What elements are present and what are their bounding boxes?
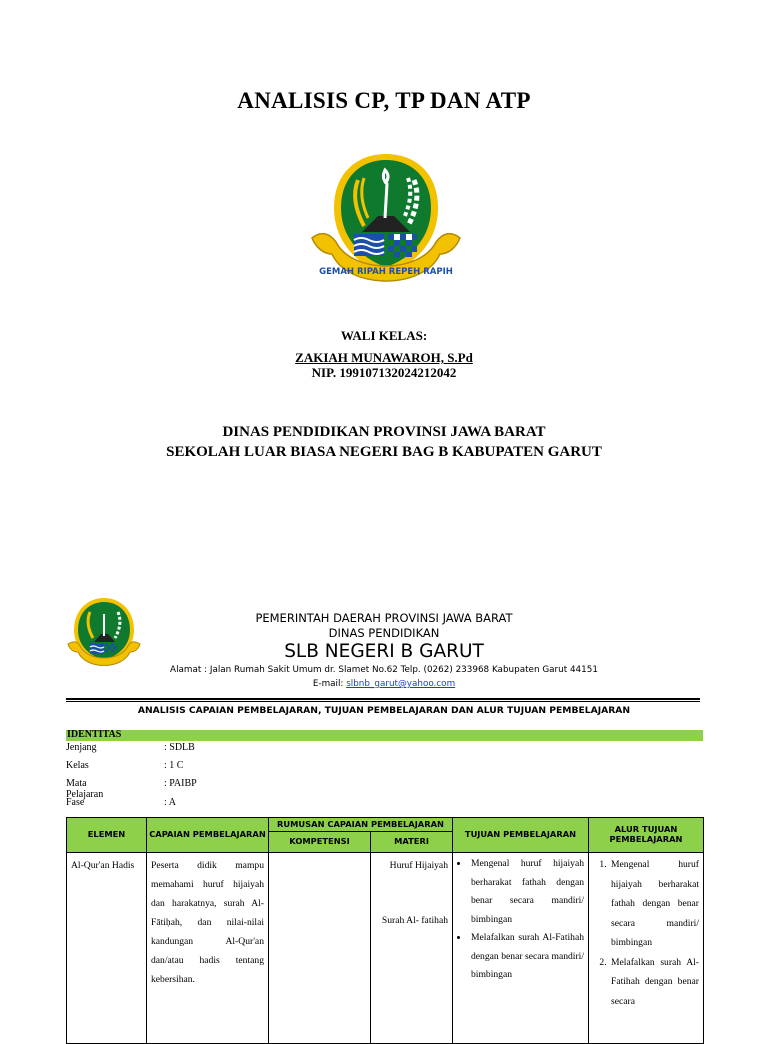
- header-capaian: CAPAIAN PEMBELAJARAN: [147, 818, 269, 853]
- letterhead-divider-thin: [66, 701, 700, 702]
- agency-line-2: SEKOLAH LUAR BIASA NEGERI BAG B KABUPATEN GARUT: [166, 444, 602, 460]
- materi-item: Surah Al- fatihah: [381, 915, 448, 926]
- header-tujuan: TUJUAN PEMBELAJARAN: [453, 818, 589, 853]
- header-rumusan: RUMUSAN CAPAIAN PEMBELAJARAN: [269, 818, 453, 832]
- cell-kompetensi: [269, 853, 371, 1044]
- page-title: ANALISIS CP, TP DAN ATP: [237, 88, 531, 113]
- identitas-key: Fase: [66, 797, 85, 808]
- letterhead-government: PEMERINTAH DAERAH PROVINSI JAWA BARAT: [255, 611, 513, 625]
- west-java-emblem-logo: [308, 150, 464, 308]
- identitas-key: Mata Pelajaran: [66, 778, 104, 800]
- header-elemen: ELEMEN: [67, 818, 147, 853]
- wali-kelas-name-text: ZAKIAH MUNAWAROH, S.Pd: [295, 350, 473, 365]
- email-label: E-mail:: [312, 679, 347, 689]
- capaian-text: Peserta didik mampu memahami huruf hijaiyah dan harakatnya, surah Al-Fātiḥah, dan nilai-nilai kandungan Al-Qur'an dan/atau hadis tentang kebersihan.: [151, 860, 264, 985]
- emblem-motto: GEMAH RIPAH REPEH RAPIH: [319, 267, 453, 277]
- identitas-value: : PAIBP: [164, 778, 197, 789]
- agency-line-1: DINAS PENDIDIKAN PROVINSI JAWA BARAT: [222, 424, 546, 440]
- letterhead-divider: [66, 698, 700, 700]
- cell-alur: [589, 853, 704, 1044]
- header-kompetensi: KOMPETENSI: [269, 832, 371, 853]
- identitas-label: IDENTITAS: [67, 729, 122, 740]
- letterhead-address: Alamat : Jalan Rumah Sakit Umum dr. Slamet No.62 Telp. (0262) 233968 Kabupaten Garut 44151: [170, 665, 598, 675]
- alur-list: [589, 853, 703, 1011]
- cell-tujuan: [453, 853, 589, 1044]
- analysis-title: ANALISIS CAPAIAN PEMBELAJARAN, TUJUAN PEMBELAJARAN DAN ALUR TUJUAN PEMBELAJARAN: [137, 705, 631, 716]
- materi-item: Huruf Hijaiyah: [389, 860, 448, 871]
- analysis-table: [66, 817, 704, 1044]
- letterhead-school-name: SLB NEGERI B GARUT: [284, 641, 484, 662]
- identitas-value: : 1 C: [164, 760, 184, 771]
- elemen-text: Al-Qur'an Hadis: [71, 860, 135, 871]
- header-materi: MATERI: [371, 832, 453, 853]
- letterhead-dinas: DINAS PENDIDIKAN: [328, 626, 440, 640]
- list-item: 2. Melafalkan surah Al-Fatihah dengan benar secara: [609, 953, 699, 1012]
- email-link[interactable]: slbnb_garut@yahoo.com: [346, 679, 456, 689]
- identitas-key: Jenjang: [66, 742, 97, 753]
- tujuan-list: [453, 853, 588, 985]
- table-row: [67, 853, 704, 1044]
- letterhead-email-line: [110, 679, 658, 689]
- list-item: • Melafalkan surah Al-Fatihah dengan benar secara mandiri/ bimbingan: [469, 929, 584, 985]
- list-item: • Mengenal huruf hijaiyah berharakat fathah dengan benar secara mandiri/ bimbingan: [469, 855, 584, 929]
- identitas-value: : A: [164, 797, 176, 808]
- wali-kelas-label: WALI KELAS:: [340, 328, 428, 343]
- wali-kelas-name: [0, 350, 768, 366]
- cell-capaian: [147, 853, 269, 1044]
- cell-elemen: [67, 853, 147, 1044]
- identitas-key: Kelas: [66, 760, 89, 771]
- kompetensi-text: [269, 853, 370, 859]
- wali-kelas-nip: NIP. 199107132024212042: [311, 365, 457, 380]
- header-alur: ALUR TUJUAN PEMBELAJARAN: [589, 818, 704, 853]
- list-item: 1. Mengenal huruf hijaiyah berharakat fathah dengan benar secara mandiri/ bimbingan: [609, 855, 699, 953]
- identitas-bar: [66, 730, 703, 741]
- cell-materi: [371, 853, 453, 1044]
- identitas-value: : SDLB: [164, 742, 195, 753]
